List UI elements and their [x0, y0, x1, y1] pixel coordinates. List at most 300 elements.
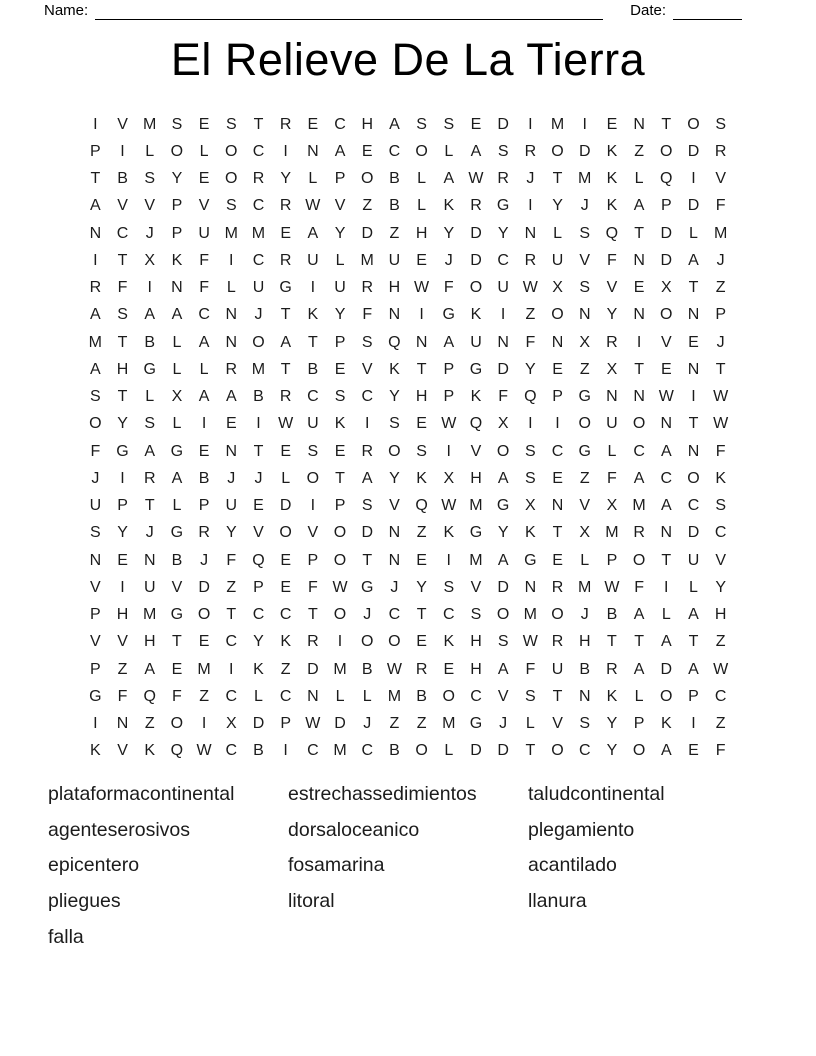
grid-cell-r23-c9: W [305, 715, 321, 733]
grid-cell-r5-c11: D [361, 224, 373, 242]
grid-cell-r9-c6: N [225, 333, 238, 351]
grid-cell-r15-c11: S [361, 497, 373, 515]
grid-cell-r7-c4: N [171, 279, 183, 297]
grid-cell-r7-c7: U [252, 279, 265, 297]
grid-cell-r8-c20: Y [606, 306, 618, 324]
word-list-column-1 [48, 777, 288, 956]
grid-cell-r2-c4: O [170, 142, 184, 160]
grid-cell-r8-c3: A [144, 306, 156, 324]
grid-cell-r13-c2: G [116, 442, 129, 460]
word-list-item: fosamarina [288, 854, 385, 877]
grid-cell-r5-c10: Y [334, 224, 346, 242]
grid-cell-r24-c12: B [389, 742, 400, 760]
grid-cell-r3-c5: E [198, 170, 210, 188]
grid-cell-r18-c12: J [390, 578, 399, 596]
grid-cell-r3-c16: R [497, 170, 509, 188]
grid-cell-r18-c19: M [578, 578, 592, 596]
grid-cell-r24-c17: T [525, 742, 536, 760]
grid-cell-r8-c13: I [419, 306, 424, 324]
grid-cell-r18-c11: G [360, 578, 374, 596]
grid-cell-r7-c14: F [443, 279, 454, 297]
grid-cell-r14-c8: L [281, 469, 291, 487]
grid-cell-r12-c4: L [172, 415, 182, 433]
grid-cell-r14-c11: A [361, 469, 373, 487]
grid-cell-r16-c1: S [90, 524, 101, 542]
grid-cell-r16-c18: T [552, 524, 563, 542]
grid-cell-r8-c10: Y [334, 306, 346, 324]
grid-cell-r23-c6: X [225, 715, 237, 733]
grid-cell-r7-c3: I [147, 279, 152, 297]
grid-cell-r10-c21: T [634, 360, 644, 378]
grid-cell-r18-c2: I [120, 578, 125, 596]
grid-cell-r9-c7: O [252, 333, 265, 351]
grid-cell-r16-c23: D [687, 524, 700, 542]
grid-cell-r20-c21: T [634, 633, 644, 651]
grid-cell-r18-c8: E [280, 578, 291, 596]
grid-cell-r21-c7: K [253, 660, 264, 678]
grid-cell-r20-c11: O [360, 633, 374, 651]
grid-cell-r20-c9: R [307, 633, 319, 651]
grid-cell-r19-c7: C [252, 606, 265, 624]
grid-cell-r10-c11: V [361, 360, 373, 378]
grid-cell-r12-c18: I [555, 415, 560, 433]
grid-cell-r7-c23: T [688, 279, 699, 297]
grid-cell-r10-c14: P [443, 360, 455, 378]
grid-cell-r10-c16: D [497, 360, 509, 378]
grid-cell-r20-c8: K [280, 633, 291, 651]
grid-cell-r11-c5: A [198, 388, 210, 406]
grid-cell-r17-c19: L [580, 551, 590, 569]
grid-cell-r16-c3: J [145, 524, 154, 542]
grid-cell-r6-c24: J [716, 251, 725, 269]
grid-cell-r24-c9: C [307, 742, 319, 760]
grid-cell-r1-c7: T [253, 115, 264, 133]
grid-cell-r4-c22: P [660, 197, 672, 215]
grid-cell-r14-c17: S [525, 469, 536, 487]
grid-cell-r21-c13: R [415, 660, 428, 678]
grid-cell-r8-c16: I [500, 306, 506, 324]
grid-cell-r8-c18: O [551, 306, 564, 324]
grid-cell-r19-c2: H [116, 606, 129, 624]
grid-cell-r1-c1: I [93, 115, 98, 133]
grid-cell-r7-c18: X [552, 279, 563, 297]
grid-cell-r23-c13: Z [416, 715, 427, 733]
name-blank-line [95, 4, 603, 20]
grid-cell-r23-c19: S [579, 715, 591, 733]
grid-cell-r1-c15: E [470, 115, 482, 133]
grid-cell-r9-c20: R [606, 333, 618, 351]
grid-cell-r14-c9: O [306, 469, 320, 487]
grid-cell-r6-c18: U [551, 251, 564, 269]
grid-cell-r5-c20: Q [605, 224, 619, 242]
grid-cell-r19-c14: C [443, 606, 455, 624]
grid-cell-r3-c7: R [252, 170, 265, 188]
grid-cell-r22-c24: C [714, 687, 727, 705]
grid-cell-r22-c4: F [172, 687, 182, 705]
grid-cell-r22-c20: K [606, 687, 618, 705]
grid-cell-r2-c12: C [388, 142, 401, 160]
grid-cell-r15-c20: X [606, 497, 618, 515]
grid-cell-r8-c21: N [633, 306, 645, 324]
grid-cell-r19-c12: C [388, 606, 401, 624]
grid-cell-r12-c11: I [364, 415, 370, 433]
grid-cell-r21-c14: E [443, 660, 455, 678]
grid-cell-r21-c18: U [551, 660, 564, 678]
grid-cell-r3-c14: A [443, 170, 455, 188]
grid-cell-r1-c9: E [307, 115, 319, 133]
grid-cell-r12-c22: N [660, 415, 673, 433]
header [44, 1, 742, 20]
grid-cell-r19-c23: A [688, 606, 699, 624]
grid-cell-r5-c21: T [634, 224, 644, 242]
grid-cell-r24-c6: C [225, 742, 238, 760]
grid-cell-r13-c4: G [170, 442, 184, 460]
grid-cell-r16-c11: D [361, 524, 373, 542]
grid-cell-r21-c10: M [333, 660, 347, 678]
grid-cell-r23-c4: O [170, 715, 184, 733]
grid-cell-r14-c20: F [607, 469, 617, 487]
grid-cell-r4-c7: C [252, 197, 265, 215]
grid-cell-r15-c23: C [687, 497, 700, 515]
grid-cell-r14-c24: K [715, 469, 726, 487]
grid-cell-r7-c17: W [522, 279, 538, 297]
grid-cell-r24-c16: D [497, 742, 509, 760]
grid-cell-r21-c4: E [171, 660, 183, 678]
grid-cell-r18-c13: Y [416, 578, 427, 596]
grid-cell-r15-c14: W [441, 497, 457, 515]
grid-cell-r20-c15: H [470, 633, 482, 651]
grid-cell-r9-c18: N [551, 333, 564, 351]
grid-cell-r1-c21: N [633, 115, 645, 133]
grid-cell-r12-c14: W [441, 415, 457, 433]
grid-cell-r16-c22: N [660, 524, 673, 542]
grid-cell-r18-c20: W [604, 578, 620, 596]
grid-cell-r8-c17: Z [525, 306, 536, 324]
grid-cell-r13-c6: N [225, 442, 238, 460]
grid-cell-r14-c10: T [335, 469, 345, 487]
grid-cell-r3-c2: B [117, 170, 128, 188]
grid-cell-r22-c15: C [470, 687, 482, 705]
grid-cell-r4-c11: Z [362, 197, 373, 215]
grid-cell-r17-c8: E [280, 551, 291, 569]
grid-cell-r1-c11: H [361, 115, 373, 133]
word-list-item: estrechassedimientos [288, 783, 477, 805]
grid-cell-r10-c10: E [334, 360, 346, 378]
grid-cell-r17-c15: M [469, 551, 483, 569]
grid-cell-r5-c15: D [470, 224, 482, 242]
grid-cell-r21-c1: P [90, 660, 101, 678]
grid-cell-r9-c2: T [117, 333, 128, 351]
grid-cell-r9-c12: Q [388, 333, 401, 351]
grid-cell-r2-c17: R [524, 142, 537, 160]
grid-cell-r17-c12: N [388, 551, 401, 569]
grid-cell-r8-c9: K [307, 306, 319, 324]
grid-cell-r19-c15: S [470, 606, 482, 624]
grid-cell-r16-c6: Y [225, 524, 237, 542]
grid-cell-r17-c18: E [552, 551, 563, 569]
grid-cell-r6-c1: I [93, 251, 98, 269]
grid-cell-r16-c21: R [633, 524, 645, 542]
grid-cell-r23-c17: L [525, 715, 535, 733]
grid-cell-r20-c12: O [388, 633, 401, 651]
grid-cell-r15-c7: E [253, 497, 264, 515]
grid-cell-r1-c10: C [334, 115, 346, 133]
grid-cell-r4-c15: R [470, 197, 482, 215]
grid-cell-r4-c16: G [496, 197, 510, 215]
grid-cell-r6-c6: I [229, 251, 234, 269]
grid-cell-r9-c22: V [660, 333, 672, 351]
grid-cell-r9-c17: F [525, 333, 536, 351]
grid-cell-r13-c22: A [660, 442, 672, 460]
grid-cell-r21-c22: D [660, 660, 673, 678]
grid-cell-r17-c13: E [416, 551, 427, 569]
grid-cell-r6-c8: R [279, 251, 292, 269]
grid-cell-r14-c19: Z [579, 469, 590, 487]
grid-cell-r21-c15: H [470, 660, 482, 678]
grid-cell-r22-c22: O [660, 687, 673, 705]
grid-cell-r12-c23: T [688, 415, 699, 433]
grid-cell-r2-c7: C [252, 142, 265, 160]
grid-cell-r10-c20: X [606, 360, 618, 378]
grid-cell-r19-c8: C [279, 606, 292, 624]
grid-cell-r6-c14: J [444, 251, 453, 269]
grid-cell-r19-c11: J [363, 606, 372, 624]
grid-cell-r9-c3: B [144, 333, 156, 351]
grid-cell-r11-c23: I [691, 388, 696, 406]
grid-cell-r21-c11: B [361, 660, 373, 678]
grid-cell-r18-c9: F [307, 578, 318, 596]
grid-cell-r5-c18: L [553, 224, 562, 242]
grid-cell-r7-c16: U [497, 279, 509, 297]
grid-cell-r6-c16: C [497, 251, 509, 269]
grid-cell-r11-c6: A [225, 388, 237, 406]
grid-cell-r3-c21: L [634, 170, 644, 188]
grid-cell-r4-c13: L [417, 197, 427, 215]
grid-cell-r15-c17: X [525, 497, 536, 515]
grid-cell-r21-c21: A [633, 660, 645, 678]
grid-cell-r24-c20: Y [606, 742, 618, 760]
grid-cell-r11-c10: S [334, 388, 346, 406]
grid-cell-r19-c22: L [661, 606, 671, 624]
grid-cell-r12-c17: I [528, 415, 533, 433]
grid-cell-r9-c21: I [636, 333, 642, 351]
grid-cell-r2-c14: L [444, 142, 454, 160]
grid-cell-r9-c19: X [579, 333, 591, 351]
grid-cell-r2-c19: D [578, 142, 591, 160]
grid-cell-r5-c2: C [116, 224, 129, 242]
grid-cell-r22-c1: G [89, 687, 102, 705]
grid-cell-r18-c16: D [497, 578, 509, 596]
grid-cell-r4-c21: A [633, 197, 645, 215]
grid-cell-r19-c5: O [197, 606, 211, 624]
grid-cell-r8-c19: N [578, 306, 591, 324]
grid-cell-r20-c5: E [198, 633, 210, 651]
grid-cell-r24-c13: O [415, 742, 428, 760]
grid-cell-r18-c14: S [443, 578, 455, 596]
grid-cell-r23-c1: I [93, 715, 98, 733]
grid-cell-r10-c3: G [143, 360, 156, 378]
grid-cell-r20-c1: V [90, 633, 101, 651]
grid-cell-r14-c14: X [443, 469, 455, 487]
grid-cell-r18-c5: D [198, 578, 210, 596]
grid-cell-r23-c16: J [499, 715, 508, 733]
grid-cell-r3-c12: B [389, 170, 400, 188]
grid-cell-r18-c3: U [143, 578, 156, 596]
grid-cell-r19-c1: P [90, 606, 101, 624]
grid-cell-r5-c3: J [145, 224, 154, 242]
grid-cell-r20-c6: C [225, 633, 238, 651]
grid-cell-r7-c2: F [117, 279, 128, 297]
grid-cell-r22-c10: L [335, 687, 345, 705]
grid-cell-r13-c5: E [198, 442, 210, 460]
grid-cell-r17-c7: Q [252, 551, 265, 569]
grid-cell-r10-c7: M [251, 360, 266, 378]
grid-cell-r22-c5: Z [199, 687, 209, 705]
grid-cell-r8-c5: C [198, 306, 210, 324]
grid-cell-r1-c5: E [198, 115, 210, 133]
grid-cell-r4-c1: A [90, 197, 101, 215]
grid-cell-r14-c13: K [416, 469, 427, 487]
grid-cell-r23-c11: J [363, 715, 372, 733]
grid-cell-r6-c10: L [335, 251, 345, 269]
grid-cell-r3-c17: J [526, 170, 535, 188]
grid-cell-r23-c14: M [442, 715, 456, 733]
grid-cell-r6-c12: U [388, 251, 401, 269]
grid-cell-r17-c1: N [89, 551, 102, 569]
grid-cell-r22-c23: P [688, 687, 699, 705]
grid-cell-r23-c12: Z [389, 715, 400, 733]
grid-cell-r4-c18: Y [552, 197, 563, 215]
grid-cell-r21-c8: Z [280, 660, 291, 678]
grid-cell-r17-c11: T [362, 551, 373, 569]
grid-cell-r24-c8: I [283, 742, 288, 760]
grid-cell-r11-c12: Y [389, 388, 400, 406]
grid-cell-r6-c19: V [579, 251, 591, 269]
word-list-column-2 [288, 777, 528, 956]
grid-cell-r15-c1: U [89, 497, 102, 515]
grid-cell-r15-c9: I [310, 497, 316, 515]
grid-cell-r5-c8: E [280, 224, 291, 242]
grid-cell-r4-c19: J [580, 197, 589, 215]
grid-cell-r20-c17: W [522, 633, 538, 651]
grid-cell-r7-c12: H [388, 279, 401, 297]
grid-cell-r23-c23: I [691, 715, 696, 733]
grid-cell-r4-c17: I [528, 197, 533, 215]
grid-cell-r2-c11: E [361, 142, 373, 160]
grid-cell-r1-c14: S [443, 115, 455, 133]
grid-cell-r9-c8: A [280, 333, 291, 351]
grid-cell-r19-c10: O [333, 606, 347, 624]
grid-cell-r3-c11: O [360, 170, 374, 188]
grid-cell-r12-c13: E [416, 415, 427, 433]
grid-cell-r15-c12: V [389, 497, 400, 515]
grid-cell-r16-c14: K [443, 524, 455, 542]
grid-cell-r17-c20: P [606, 551, 618, 569]
grid-cell-r23-c5: I [201, 715, 207, 733]
grid-cell-r18-c4: V [171, 578, 183, 596]
grid-cell-r21-c5: M [197, 660, 211, 678]
grid-cell-r6-c4: K [171, 251, 183, 269]
grid-cell-r4-c14: K [443, 197, 455, 215]
grid-cell-r1-c6: S [225, 115, 237, 133]
grid-cell-r23-c8: P [280, 715, 291, 733]
grid-cell-r22-c6: C [225, 687, 238, 705]
grid-cell-r12-c16: X [497, 415, 509, 433]
grid-cell-r4-c6: S [225, 197, 237, 215]
grid-cell-r21-c9: D [307, 660, 319, 678]
grid-cell-r24-c19: C [578, 742, 591, 760]
grid-cell-r16-c19: X [579, 524, 591, 542]
grid-cell-r24-c10: M [333, 742, 347, 760]
grid-cell-r22-c13: B [416, 687, 427, 705]
grid-cell-r17-c24: V [715, 551, 726, 569]
grid-cell-r21-c16: A [497, 660, 509, 678]
grid-cell-r2-c23: D [687, 142, 700, 160]
grid-cell-r8-c2: S [117, 306, 128, 324]
grid-cell-r7-c15: O [469, 279, 483, 297]
grid-cell-r8-c23: N [687, 306, 700, 324]
grid-cell-r11-c21: N [633, 388, 645, 406]
grid-cell-r22-c2: F [117, 687, 128, 705]
grid-cell-r24-c15: D [470, 742, 482, 760]
grid-cell-r11-c4: X [171, 388, 183, 406]
grid-cell-r16-c9: V [307, 524, 319, 542]
grid-cell-r1-c12: A [389, 115, 400, 133]
grid-cell-r24-c21: O [632, 742, 646, 760]
grid-cell-r10-c9: B [307, 360, 319, 378]
grid-cell-r8-c7: J [254, 306, 263, 324]
word-list-item: plataformacontinental [48, 783, 235, 805]
grid-cell-r11-c17: Q [524, 388, 537, 406]
grid-cell-r17-c10: O [333, 551, 347, 569]
grid-cell-r14-c4: A [171, 469, 183, 487]
grid-cell-r12-c2: Y [117, 415, 128, 433]
grid-cell-r20-c2: V [117, 633, 128, 651]
grid-cell-r19-c18: O [551, 606, 564, 624]
grid-cell-r18-c6: Z [226, 578, 237, 596]
grid-cell-r18-c22: I [664, 578, 669, 596]
grid-cell-r19-c19: J [580, 606, 589, 624]
grid-cell-r9-c10: P [334, 333, 346, 351]
grid-cell-r16-c12: N [388, 524, 401, 542]
grid-cell-r7-c22: X [660, 279, 672, 297]
grid-cell-r22-c18: T [552, 687, 563, 705]
grid-cell-r6-c17: R [524, 251, 537, 269]
grid-cell-r20-c20: T [607, 633, 617, 651]
grid-cell-r22-c14: O [442, 687, 455, 705]
word-list-item: pliegues [48, 890, 121, 913]
grid-cell-r1-c18: M [550, 115, 565, 133]
grid-cell-r24-c2: V [117, 742, 128, 760]
grid-cell-r23-c18: V [552, 715, 563, 733]
grid-cell-r2-c8: I [283, 142, 288, 160]
grid-cell-r24-c11: C [361, 742, 373, 760]
grid-cell-r23-c22: K [660, 715, 672, 733]
word-list-item: epicentero [48, 854, 140, 877]
grid-cell-r24-c18: O [551, 742, 564, 760]
grid-cell-r5-c19: S [579, 224, 591, 242]
grid-cell-r17-c9: P [307, 551, 319, 569]
grid-cell-r20-c13: E [416, 633, 427, 651]
grid-cell-r11-c8: R [279, 388, 292, 406]
grid-cell-r16-c13: Z [416, 524, 427, 542]
grid-cell-r1-c16: D [497, 115, 509, 133]
grid-cell-r2-c3: L [145, 142, 155, 160]
grid-cell-r21-c6: I [229, 660, 234, 678]
grid-cell-r3-c22: Q [660, 170, 673, 188]
grid-cell-r19-c21: A [633, 606, 645, 624]
grid-cell-r6-c2: T [117, 251, 128, 269]
